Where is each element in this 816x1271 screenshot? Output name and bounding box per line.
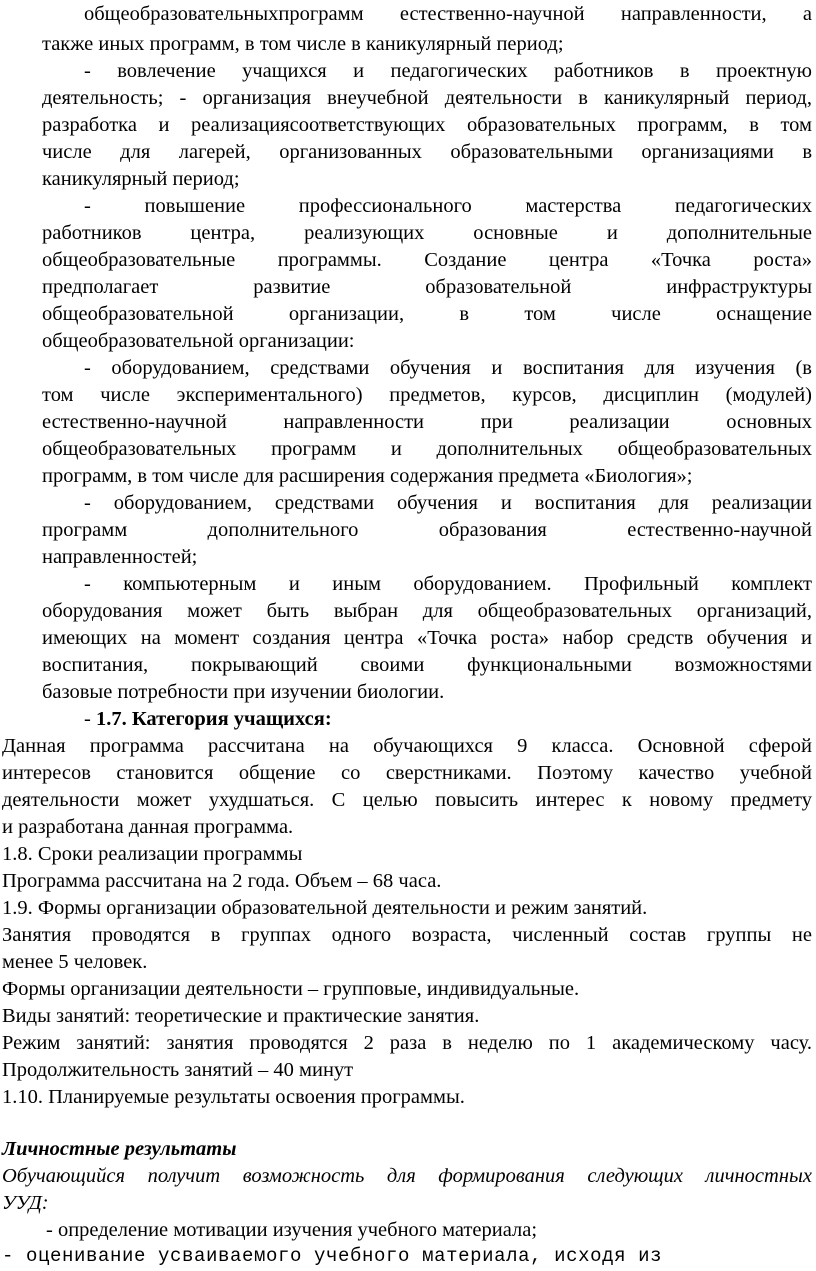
text-line: менее 5 человек. (2, 951, 148, 973)
text-line: разработка и реализациясоответствующих образовательных программ, в том (42, 114, 812, 136)
text-line: программ дополнительного образования естественно-научной (42, 519, 812, 541)
text-line: имеющих на момент создания центра «Точка роста» набор средств обучения и (42, 627, 812, 649)
text-line: базовые потребности при изучении биологии. (42, 681, 445, 703)
list-item: - оборудованием, средствами обучения и воспитания для реализации (84, 492, 812, 514)
text-line: общеобразовательных программ и дополнительных общеобразовательных (42, 438, 812, 460)
section-heading-1-10: 1.10. Планируемые результаты освоения программы. (2, 1086, 465, 1108)
text-line: деятельности может ухудшаться. С целью повысить интерес к новому предмету (2, 789, 812, 811)
text-line: Данная программа рассчитана на обучающихся 9 класса. Основной сферой (2, 735, 812, 757)
text-line: Программа рассчитана на 2 года. Объем – 68 часа. (2, 870, 442, 892)
text-line: каникулярный период; (42, 168, 240, 190)
text-line: Виды занятий: теоретические и практические занятия. (2, 1005, 480, 1027)
text-line: том числе экспериментального) предметов, курсов, дисциплин (модулей) (42, 384, 812, 406)
list-item: - компьютерным и иным оборудованием. Профильный комплект (84, 573, 812, 595)
text-line: воспитания, покрывающий своими функциональными возможностями (42, 654, 812, 676)
text-line: Режим занятий: занятия проводятся 2 раза в неделю по 1 академическому часу. (2, 1032, 812, 1054)
list-item: - определение мотивации изучения учебного материала; (46, 1219, 538, 1241)
text-line: общеобразовательные программы. Создание центра «Точка роста» (42, 249, 812, 271)
text-line: числе для лагерей, организованных образовательными организациями в (42, 141, 812, 163)
text-line: также иных программ, в том числе в каникулярный период; (42, 33, 564, 55)
section-heading-1-8: 1.8. Сроки реализации программы (2, 843, 303, 865)
text-line: Формы организации деятельности – групповые, индивидуальные. (2, 978, 580, 1000)
text-line: общеобразовательной организации, в том числе оснащение (42, 303, 812, 325)
text-line: направленностей; (42, 546, 198, 568)
list-item: - оборудованием, средствами обучения и воспитания для изучения (в (84, 357, 812, 379)
text-line: и разработана данная программа. (2, 816, 294, 838)
subheading-personal-results: Личностные результаты (2, 1138, 237, 1160)
heading-text: 1.7. Категория учащихся: (95, 708, 332, 730)
text-line: Занятия проводятся в группах одного возраста, численный состав группы не (2, 924, 812, 946)
text-line: УУД: (2, 1192, 49, 1214)
section-heading-1-9: 1.9. Формы организации образовательной деятельности и режим занятий. (2, 897, 648, 919)
text-line: оборудования может быть выбран для общеобразовательных организаций, (42, 600, 812, 622)
text-line: работников центра, реализующих основные и дополнительные (42, 222, 812, 244)
text-line: программ, в том числе для расширения содержания предмета «Биология»; (42, 465, 693, 487)
heading-dash: - (84, 708, 96, 730)
text-line: деятельность; - организация внеучебной деятельности в каникулярный период, (42, 87, 812, 109)
text-line: Продолжительность занятий – 40 минут (2, 1059, 354, 1081)
list-item: - повышение профессионального мастерства педагогических (84, 195, 812, 217)
section-heading-1-7 (84, 706, 812, 733)
text-line: общеобразовательныхпрограмм естественно-научной направленности, а (84, 3, 812, 25)
text-line: Обучающийся получит возможность для формирования следующих личностных (2, 1165, 812, 1187)
text-line: предполагает развитие образовательной инфраструктуры (42, 276, 812, 298)
text-line: общеобразовательной организации: (42, 330, 355, 352)
text-line: интересов становится общение со сверстниками. Поэтому качество учебной (2, 762, 812, 784)
list-item: - оценивание усваиваемого учебного материала, исходя из (2, 1245, 663, 1267)
text-line: естественно-научной направленности при реализации основных (42, 411, 812, 433)
list-item: - вовлечение учащихся и педагогических работников в проектную (84, 60, 812, 82)
